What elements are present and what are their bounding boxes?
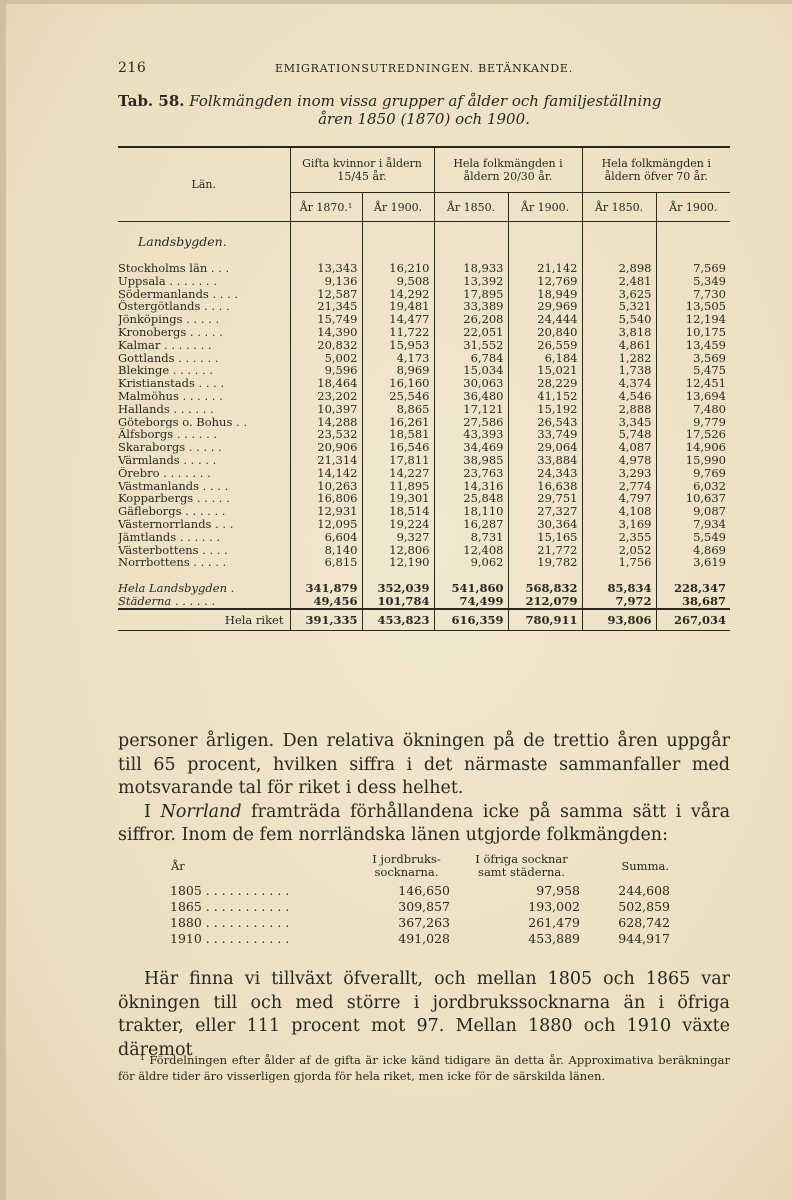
cell-value: 267,034	[656, 609, 730, 631]
sub-header: År 1870.¹	[290, 193, 362, 222]
cell-value: 9,596	[290, 364, 362, 377]
cell-value: 12,194	[656, 313, 730, 326]
cell-value: 3,293	[582, 467, 656, 480]
cell-value: 16,638	[508, 480, 582, 493]
table-row	[118, 428, 730, 441]
lan-name: Gäfleborgs . . . . . .	[118, 505, 226, 518]
cell-value: 33,884	[508, 454, 582, 467]
cell-value: 20,840	[508, 326, 582, 339]
cell-value: 21,345	[290, 300, 362, 313]
cell-value: 20,832	[290, 339, 362, 352]
spacer-row	[118, 569, 730, 582]
lan-name: Jönköpings . . . . .	[118, 313, 220, 326]
sub-header: År 1850.	[434, 193, 508, 222]
cell-value: 12,190	[362, 556, 434, 569]
summa-header: Summa.	[621, 858, 669, 873]
cell-value: 193,002	[528, 899, 580, 914]
cell-value: 7,972	[582, 595, 656, 609]
cell-value: 15,165	[508, 531, 582, 544]
cell-value: 34,469	[434, 441, 508, 454]
lan-name: Göteborgs o. Bohus . .	[118, 415, 247, 429]
lan-name: Skaraborgs . . . . .	[118, 441, 222, 454]
group-header-over-70: Hela folkmängden i åldern öfver 70 år.	[582, 147, 730, 193]
lan-name: Hallands . . . . . .	[118, 402, 214, 416]
lan-name: Blekinge . . . . . .	[118, 364, 214, 378]
cell-value: 616,359	[434, 609, 508, 631]
year-cell: 1910 . . . . . . . . . . .	[170, 931, 290, 946]
lan-name: Västmanlands . . . .	[118, 479, 229, 493]
lan-name: Uppsala . . . . . . .	[118, 274, 217, 288]
lan-name: Västerbottens . . . .	[118, 543, 228, 557]
cell-value: 13,343	[290, 262, 362, 275]
page-edge-left	[0, 0, 6, 1200]
cell-value: 49,456	[290, 595, 362, 609]
cell-value: 10,175	[656, 326, 730, 339]
cell-value: 41,152	[508, 390, 582, 403]
lan-name: Örebro . . . . . . .	[118, 466, 211, 480]
paragraph-2: Här finna vi tillväxt öfverallt, och mellan 1805 och 1865 var ökningen till och med större i jordbrukssocknarna än i öfriga trakter, eller 111 procent mot 97. Mellan 1880 och 1910 växte däremot	[118, 969, 730, 1060]
cell-value: 8,140	[290, 544, 362, 557]
cell-value: 3,619	[656, 556, 730, 569]
cell-value: 502,859	[618, 899, 670, 914]
cell-value: 18,581	[362, 428, 434, 441]
cell-value: 4,173	[362, 352, 434, 365]
table-row	[118, 505, 730, 518]
cell-value: 18,110	[434, 505, 508, 518]
cell-value: 780,911	[508, 609, 582, 631]
lan-name: Södermanlands . . . .	[118, 287, 239, 301]
cell-value: 5,549	[656, 531, 730, 544]
cell-value: 12,587	[290, 288, 362, 301]
cell-value: 7,730	[656, 288, 730, 301]
cell-value: 5,748	[582, 428, 656, 441]
table-row	[118, 544, 730, 557]
paragraph-1-text: personer årligen. Den relativa ökningen på de trettio åren uppgår till 65 procent, hvilken siffra i det närmaste sammanfaller med motsvarande tal för riket i dess helhet.	[118, 731, 730, 798]
lan-name: Östergötlands . . . .	[118, 300, 230, 314]
cell-value: 4,861	[582, 339, 656, 352]
cell-value: 2,888	[582, 403, 656, 416]
cell-value: 6,604	[290, 531, 362, 544]
cell-value: 28,229	[508, 377, 582, 390]
page-edge-top	[0, 0, 792, 4]
cell-value: 5,475	[656, 364, 730, 377]
cell-value: 85,834	[582, 582, 656, 595]
cell-value: 29,751	[508, 492, 582, 505]
cell-value: 6,815	[290, 556, 362, 569]
cell-value: 568,832	[508, 582, 582, 595]
cell-value: 24,444	[508, 313, 582, 326]
cell-value: 14,906	[656, 441, 730, 454]
cell-value: 33,749	[508, 428, 582, 441]
table-row	[118, 467, 730, 480]
table-row	[118, 275, 730, 288]
cell-value: 29,969	[508, 300, 582, 313]
cell-value: 10,263	[290, 480, 362, 493]
paragraph-1	[118, 730, 730, 848]
cell-value: 17,895	[434, 288, 508, 301]
table-row	[118, 262, 730, 275]
cell-value: 3,625	[582, 288, 656, 301]
cell-value: 13,505	[656, 300, 730, 313]
cell-value: 31,552	[434, 339, 508, 352]
cell-value: 4,374	[582, 377, 656, 390]
group-header-20-30: Hela folkmängden i åldern 20/30 år.	[434, 147, 582, 193]
cell-value: 19,481	[362, 300, 434, 313]
cell-value: 309,857	[398, 899, 450, 914]
paragraph-1b	[118, 801, 730, 848]
group-header-gifta-kvinnor: Gifta kvinnor i åldern 15/45 år.	[290, 147, 434, 193]
cell-value: 9,327	[362, 531, 434, 544]
table-row	[118, 441, 730, 454]
lan-name: Kristianstads . . . .	[118, 377, 225, 390]
cell-value: 14,477	[362, 313, 434, 326]
cell-value: 26,208	[434, 313, 508, 326]
year-header: År	[171, 858, 185, 873]
table-row	[118, 556, 730, 569]
cell-value: 5,540	[582, 313, 656, 326]
cell-value: 12,769	[508, 275, 582, 288]
cell-value: 10,397	[290, 403, 362, 416]
cell-value: 21,772	[508, 544, 582, 557]
cell-value: 33,389	[434, 300, 508, 313]
cell-value: 7,934	[656, 518, 730, 531]
cell-value: 27,327	[508, 505, 582, 518]
table-row	[118, 300, 730, 313]
cell-value: 15,034	[434, 364, 508, 377]
running-title: EMIGRATIONSUTREDNINGEN. BETÄNKANDE.	[274, 62, 574, 75]
cell-value: 4,087	[582, 441, 656, 454]
cell-value: 244,608	[618, 883, 670, 898]
cell-value: 14,390	[290, 326, 362, 339]
table-row	[118, 609, 730, 631]
lan-name: Kronobergs . . . . .	[118, 325, 223, 339]
cell-value: 38,985	[434, 454, 508, 467]
cell-value: 29,064	[508, 441, 582, 454]
table-row	[118, 480, 730, 493]
cell-value: 5,349	[656, 275, 730, 288]
cell-value: 8,969	[362, 364, 434, 377]
cell-value: 97,958	[536, 883, 580, 898]
cell-value: 9,779	[656, 416, 730, 429]
cell-value: 391,335	[290, 609, 362, 631]
section-title: Landsbygden.	[138, 234, 227, 249]
lan-header: Län.	[118, 147, 290, 222]
cell-value: 491,028	[398, 931, 450, 946]
cell-value: 7,480	[656, 403, 730, 416]
cell-value: 23,763	[434, 467, 508, 480]
table-row	[118, 582, 730, 595]
table-caption	[118, 92, 730, 128]
cell-value: 146,650	[398, 883, 450, 898]
cell-value: 628,742	[618, 915, 670, 930]
cell-value: 12,095	[290, 518, 362, 531]
cell-value: 541,860	[434, 582, 508, 595]
paragraph-1b-pre: I	[144, 801, 161, 822]
lan-name: Hela riket	[118, 609, 290, 631]
cell-value: 21,142	[508, 262, 582, 275]
year-cell: 1880 . . . . . . . . . . .	[170, 915, 290, 930]
cell-value: 20,906	[290, 441, 362, 454]
cell-value: 19,224	[362, 518, 434, 531]
lan-name: Stockholms län . . .	[118, 262, 230, 275]
cell-value: 18,464	[290, 377, 362, 390]
cell-value: 93,806	[582, 609, 656, 631]
cell-value: 5,002	[290, 352, 362, 365]
jordbruk-header: I jordbruks-socknarna.	[372, 852, 441, 879]
cell-value: 4,546	[582, 390, 656, 403]
table-title-line2: åren 1850 (1870) och 1900.	[318, 110, 530, 128]
footnote-rule	[118, 1044, 730, 1048]
table-row	[118, 313, 730, 326]
cell-value: 212,079	[508, 595, 582, 609]
lan-name: Städerna . . . . . .	[118, 595, 290, 609]
cell-value: 3,345	[582, 416, 656, 429]
table-row	[170, 915, 670, 931]
cell-value: 27,586	[434, 416, 508, 429]
cell-value: 14,288	[290, 416, 362, 429]
table-row	[170, 931, 670, 947]
cell-value: 26,559	[508, 339, 582, 352]
norrland-table	[170, 852, 670, 947]
lan-name: Kalmar . . . . . . .	[118, 338, 212, 352]
table-row	[118, 595, 730, 609]
cell-value: 2,481	[582, 275, 656, 288]
table-row	[118, 403, 730, 416]
table-title: Folkmängden inom vissa grupper af ålder och familjeställning	[189, 92, 662, 110]
cell-value: 14,227	[362, 467, 434, 480]
cell-value: 9,087	[656, 505, 730, 518]
cell-value: 101,784	[362, 595, 434, 609]
cell-value: 10,637	[656, 492, 730, 505]
ofriga-header: I öfriga socknar samt städerna.	[475, 852, 568, 879]
cell-value: 30,063	[434, 377, 508, 390]
cell-value: 4,869	[656, 544, 730, 557]
cell-value: 9,062	[434, 556, 508, 569]
cell-value: 14,316	[434, 480, 508, 493]
cell-value: 453,889	[528, 931, 580, 946]
cell-value: 24,343	[508, 467, 582, 480]
cell-value: 12,408	[434, 544, 508, 557]
cell-value: 14,142	[290, 467, 362, 480]
cell-value: 16,806	[290, 492, 362, 505]
population-table	[118, 146, 730, 631]
cell-value: 13,392	[434, 275, 508, 288]
cell-value: 15,990	[656, 454, 730, 467]
cell-value: 1,738	[582, 364, 656, 377]
cell-value: 12,806	[362, 544, 434, 557]
table-row	[118, 454, 730, 467]
lan-name: Värmlands . . . . .	[118, 453, 217, 467]
lan-name: Västernorrlands . . .	[118, 517, 234, 531]
table-row	[118, 518, 730, 531]
cell-value: 2,355	[582, 531, 656, 544]
sub-header: År 1900.	[508, 193, 582, 222]
cell-value: 12,451	[656, 377, 730, 390]
page-number: 216	[118, 60, 147, 76]
cell-value: 43,393	[434, 428, 508, 441]
table-row	[118, 390, 730, 403]
cell-value: 1,282	[582, 352, 656, 365]
cell-value: 18,949	[508, 288, 582, 301]
year-cell: 1865 . . . . . . . . . . .	[170, 899, 290, 914]
norrland-emphasis: Norrland	[160, 801, 242, 822]
cell-value: 16,261	[362, 416, 434, 429]
cell-value: 17,526	[656, 428, 730, 441]
cell-value: 13,459	[656, 339, 730, 352]
cell-value: 8,731	[434, 531, 508, 544]
cell-value: 23,202	[290, 390, 362, 403]
cell-value: 367,263	[398, 915, 450, 930]
cell-value: 341,879	[290, 582, 362, 595]
cell-value: 261,479	[528, 915, 580, 930]
cell-value: 3,569	[656, 352, 730, 365]
cell-value: 2,774	[582, 480, 656, 493]
table-row	[118, 531, 730, 544]
cell-value: 4,797	[582, 492, 656, 505]
cell-value: 16,546	[362, 441, 434, 454]
cell-value: 4,978	[582, 454, 656, 467]
cell-value: 6,032	[656, 480, 730, 493]
cell-value: 4,108	[582, 505, 656, 518]
lan-name: Malmöhus . . . . . .	[118, 389, 223, 403]
sub-header: År 1900.	[362, 193, 434, 222]
cell-value: 9,769	[656, 467, 730, 480]
year-cell: 1805 . . . . . . . . . . .	[170, 883, 290, 898]
sub-header: År 1900.	[656, 193, 730, 222]
cell-value: 9,508	[362, 275, 434, 288]
cell-value: 17,121	[434, 403, 508, 416]
cell-value: 23,532	[290, 428, 362, 441]
cell-value: 26,543	[508, 416, 582, 429]
cell-value: 9,136	[290, 275, 362, 288]
cell-value: 16,287	[434, 518, 508, 531]
cell-value: 944,917	[618, 931, 670, 946]
cell-value: 5,321	[582, 300, 656, 313]
cell-value: 2,898	[582, 262, 656, 275]
cell-value: 3,169	[582, 518, 656, 531]
cell-value: 14,292	[362, 288, 434, 301]
cell-value: 25,546	[362, 390, 434, 403]
cell-value: 22,051	[434, 326, 508, 339]
table-row	[118, 492, 730, 505]
lan-name: Gottlands . . . . . .	[118, 351, 219, 365]
cell-value: 12,931	[290, 505, 362, 518]
cell-value: 30,364	[508, 518, 582, 531]
footnote: ¹ Fördelningen efter ålder af de gifta är icke känd tidigare än detta år. Approximativa beräkningar för äldre tider äro visserligen gjorda för hela riket, men icke för de särskilda länen.	[118, 1053, 730, 1083]
table-row	[170, 899, 670, 915]
table-row	[118, 416, 730, 429]
lan-name: Jämtlands . . . . . .	[118, 530, 221, 544]
cell-value: 16,210	[362, 262, 434, 275]
cell-value: 15,192	[508, 403, 582, 416]
cell-value: 38,687	[656, 595, 730, 609]
cell-value: 74,499	[434, 595, 508, 609]
lan-name: Norrbottens . . . . .	[118, 556, 227, 570]
cell-value: 18,933	[434, 262, 508, 275]
sub-header: År 1850.	[582, 193, 656, 222]
cell-value: 18,514	[362, 505, 434, 518]
cell-value: 16,160	[362, 377, 434, 390]
cell-value: 453,823	[362, 609, 434, 631]
table-row	[118, 364, 730, 377]
table-row	[118, 288, 730, 301]
cell-value: 6,784	[434, 352, 508, 365]
cell-value: 1,756	[582, 556, 656, 569]
cell-value: 352,039	[362, 582, 434, 595]
cell-value: 25,848	[434, 492, 508, 505]
lan-name: Hela Landsbygden .	[118, 581, 235, 595]
cell-value: 11,722	[362, 326, 434, 339]
table-row	[118, 377, 730, 390]
table-row	[118, 339, 730, 352]
cell-value: 19,782	[508, 556, 582, 569]
table-row	[170, 883, 670, 899]
cell-value: 15,749	[290, 313, 362, 326]
cell-value: 36,480	[434, 390, 508, 403]
cell-value: 7,569	[656, 262, 730, 275]
paragraph-1b-post: framträda förhållandena icke på samma sätt i våra siffror. Inom de fem norrländska länen utgjorde folkmängden:	[118, 801, 730, 845]
cell-value: 228,347	[656, 582, 730, 595]
cell-value: 8,865	[362, 403, 434, 416]
cell-value: 21,314	[290, 454, 362, 467]
cell-value: 17,811	[362, 454, 434, 467]
lan-name: Kopparbergs . . . . .	[118, 492, 230, 506]
cell-value: 13,694	[656, 390, 730, 403]
table-label: Tab. 58.	[118, 92, 185, 110]
table-row	[118, 352, 730, 365]
cell-value: 15,953	[362, 339, 434, 352]
cell-value: 11,895	[362, 480, 434, 493]
cell-value: 6,184	[508, 352, 582, 365]
cell-value: 15,021	[508, 364, 582, 377]
cell-value: 19,301	[362, 492, 434, 505]
lan-name: Älfsborgs . . . . . .	[118, 428, 218, 442]
table-row	[118, 326, 730, 339]
cell-value: 2,052	[582, 544, 656, 557]
cell-value: 3,818	[582, 326, 656, 339]
